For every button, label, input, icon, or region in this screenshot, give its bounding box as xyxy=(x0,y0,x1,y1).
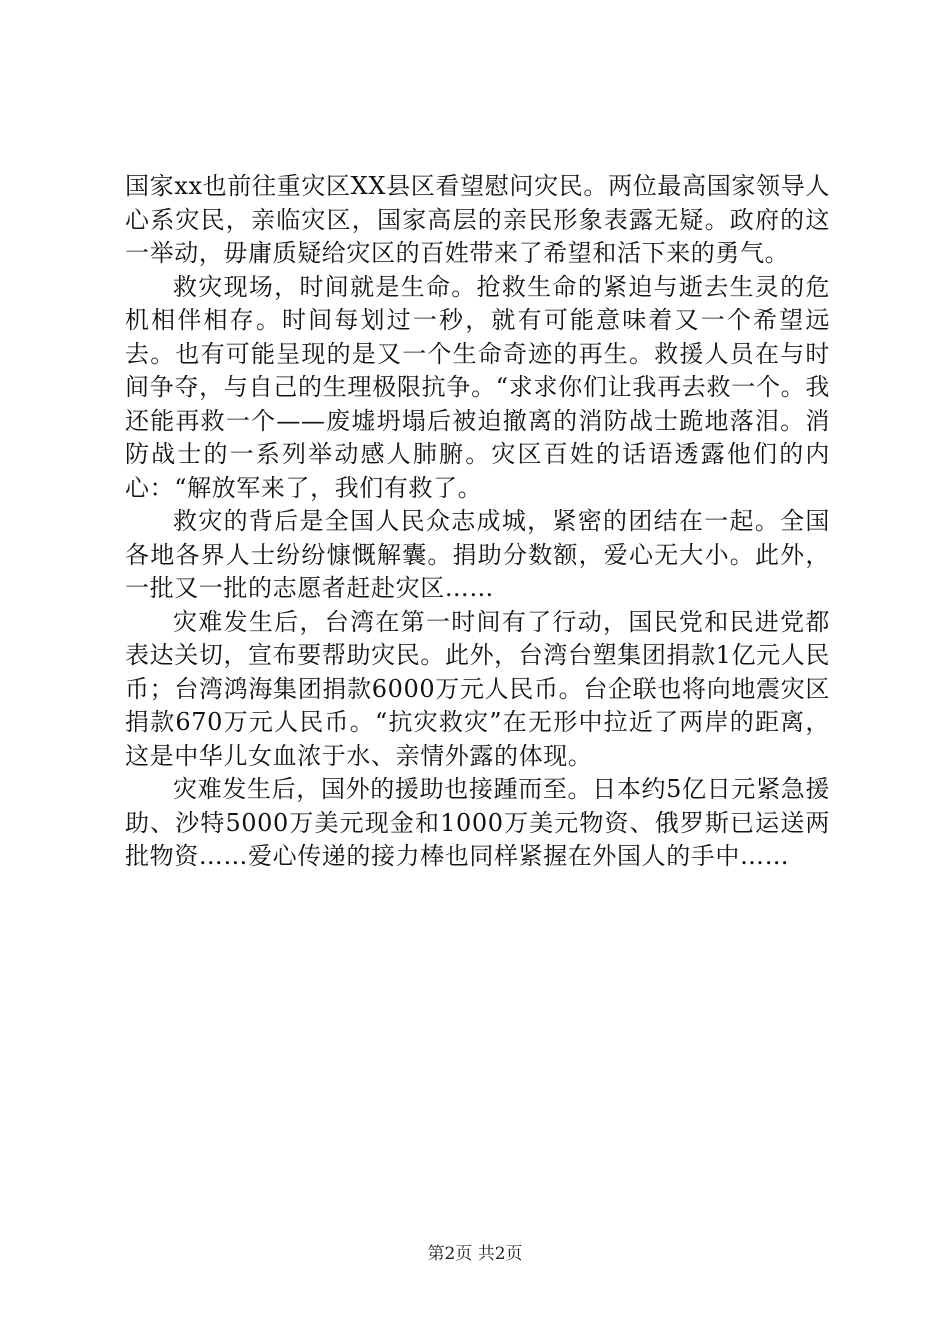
page-footer: 第2页 共2页 xyxy=(427,1244,523,1264)
paragraph-3: 救灾的背后是全国人民众志成城，紧密的团结在一起。全国各地各界人士纷纷慷慨解囊。捐助分数额，爱心无大小。此外，一批又一批的志愿者赶赴灾区…… xyxy=(125,507,830,602)
document-body xyxy=(125,170,830,874)
paragraph-4: 灾难发生后，台湾在第一时间有了行动，国民党和民进党都表达关切，宣布要帮助灾民。此外，台湾台塑集团捐款1亿元人民币；台湾鸿海集团捐款6000万元人民币。台企联也将向地震灾区捐款670万元人民币。“抗灾救灾”在无形中拉近了两岸的距离，这是中华儿女血浓于水、亲情外露的体现。 xyxy=(125,607,830,770)
paragraph-1: 国家xx也前往重灾区XX县区看望慰问灾民。两位最高国家领导人心系灾民，亲临灾区，国家高层的亲民形象表露无疑。政府的这一举动，毋庸质疑给灾区的百姓带来了希望和活下来的勇气。 xyxy=(125,172,830,267)
paragraph-5: 灾难发生后，国外的援助也接踵而至。日本约5亿日元紧急援助、沙特5000万美元现金和1000万美元物资、俄罗斯已运送两批物资……爱心传递的接力棒也同样紧握在外国人的手中…… xyxy=(125,775,830,870)
paragraph-2: 救灾现场，时间就是生命。抢救生命的紧迫与逝去生灵的危机相伴相存。时间每划过一秒，就有可能意味着又一个希望远去。也有可能呈现的是又一个生命奇迹的再生。救援人员在与时间争夺，与自己的生理极限抗争。“求求你们让我再去救一个。我还能再救一个——废墟坍塌后被迫撤离的消防战士跪地落泪。消防战士的一系列举动感人肺腑。灾区百姓的话语透露他们的内心：“解放军来了，我们有救了。 xyxy=(125,272,830,502)
